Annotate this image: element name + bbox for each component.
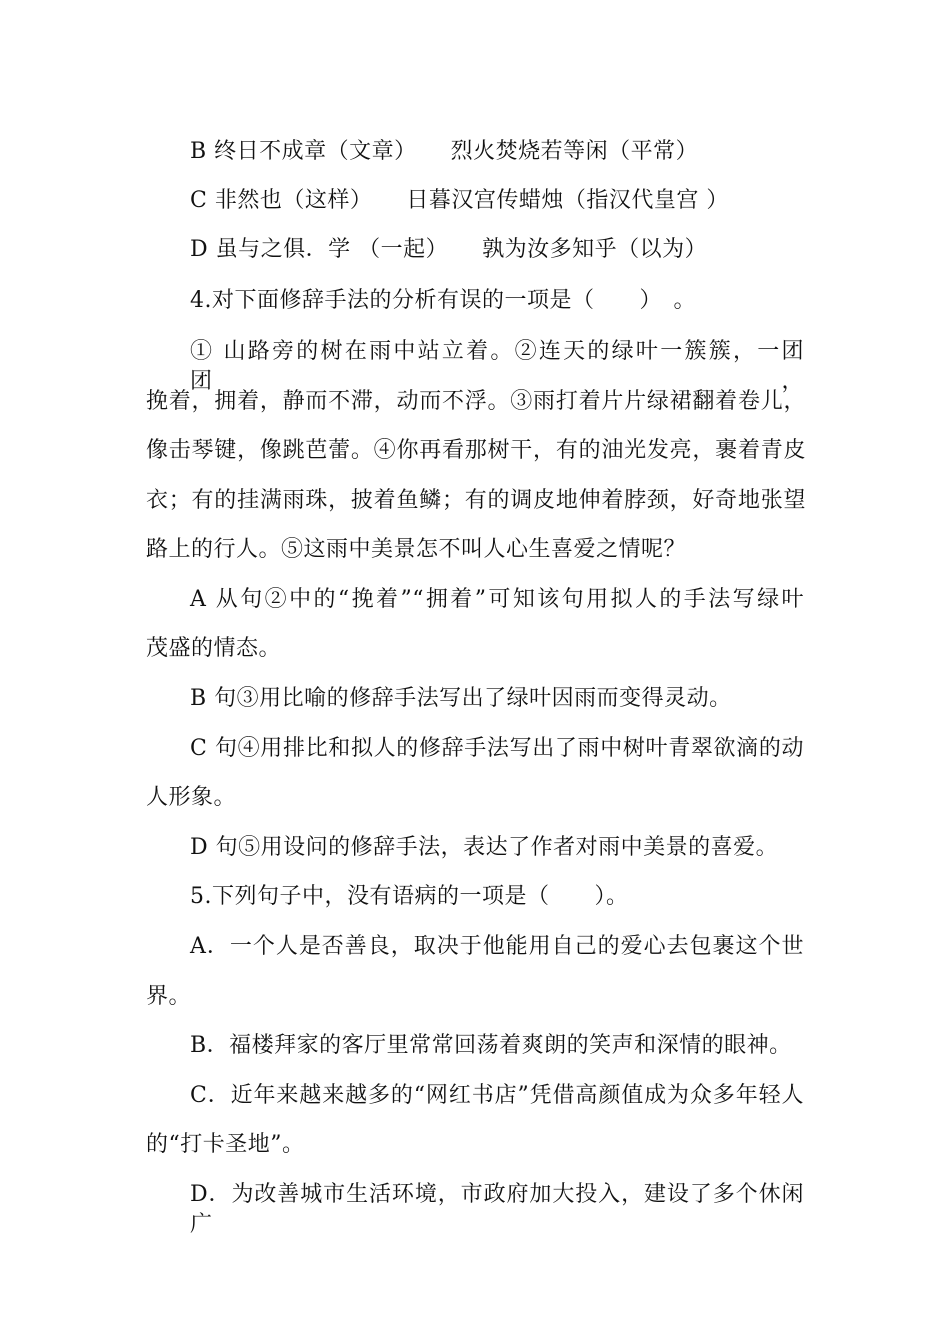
q5-option-c-line-2: 的“打卡圣地”。 [146, 1132, 305, 1157]
q4-passage-line-5: 路上的行人。⑤这雨中美景怎不叫人心生喜爱之情呢？ [146, 537, 687, 562]
q4-option-c-line-2: 人形象。 [146, 785, 237, 810]
q4-passage-line-1: ① 山路旁的树在雨中站立着。②连天的绿叶一簇簇，一团团， [190, 339, 804, 394]
q5-option-a-line-1: A．一个人是否善良，取决于他能用自己的爱心去包裹这个世 [190, 934, 804, 959]
q4-option-b: B 句③用比喻的修辞手法写出了绿叶因雨而变得灵动。 [190, 686, 732, 711]
q4-option-d: D 句⑤用设问的修辞手法，表达了作者对雨中美景的喜爱。 [190, 835, 779, 860]
q4-passage-line-4: 衣；有的挂满雨珠，披着鱼鳞；有的调皮地伸着脖颈，好奇地张望 [146, 488, 806, 513]
q4-option-a-line-1: A 从句②中的“挽着”“拥着”可知该句用拟人的手法写绿叶 [190, 587, 804, 612]
q3-option-d: D 虽与之俱．学 （一起） 孰为汝多知乎（以为） [190, 237, 708, 262]
q5-stem: 5.下列句子中，没有语病的一项是（ ）。 [190, 884, 629, 909]
q5-option-c-line-1: C．近年来越来越多的“网红书店”凭借高颜值成为众多年轻人 [190, 1083, 804, 1108]
q4-passage-line-2: 挽着，拥着，静而不滞，动而不浮。③雨打着片片绿裙翻着卷儿， [146, 389, 806, 414]
q4-option-a-line-2: 茂盛的情态。 [146, 636, 282, 661]
q5-option-a-line-2: 界。 [146, 984, 192, 1009]
q4-passage-line-3: 像击琴键，像跳芭蕾。④你再看那树干，有的油光发亮，裹着青皮 [146, 438, 806, 463]
q5-option-d: D．为改善城市生活环境，市政府加大投入，建设了多个休闲广 [190, 1182, 804, 1237]
q4-stem: 4.对下面修辞手法的分析有误的一项是（ ） 。 [190, 288, 696, 313]
q5-option-b: B．福楼拜家的客厅里常常回荡着爽朗的笑声和深情的眼神。 [190, 1033, 792, 1058]
q3-option-b: B 终日不成章（文章） 烈火焚烧若等闲（平常） [190, 139, 699, 164]
q3-option-c: C 非然也（这样） 日暮汉宫传蜡烛（指汉代皇宫 ） [190, 188, 729, 213]
q4-option-c-line-1: C 句④用排比和拟人的修辞手法写出了雨中树叶青翠欲滴的动 [190, 736, 805, 761]
